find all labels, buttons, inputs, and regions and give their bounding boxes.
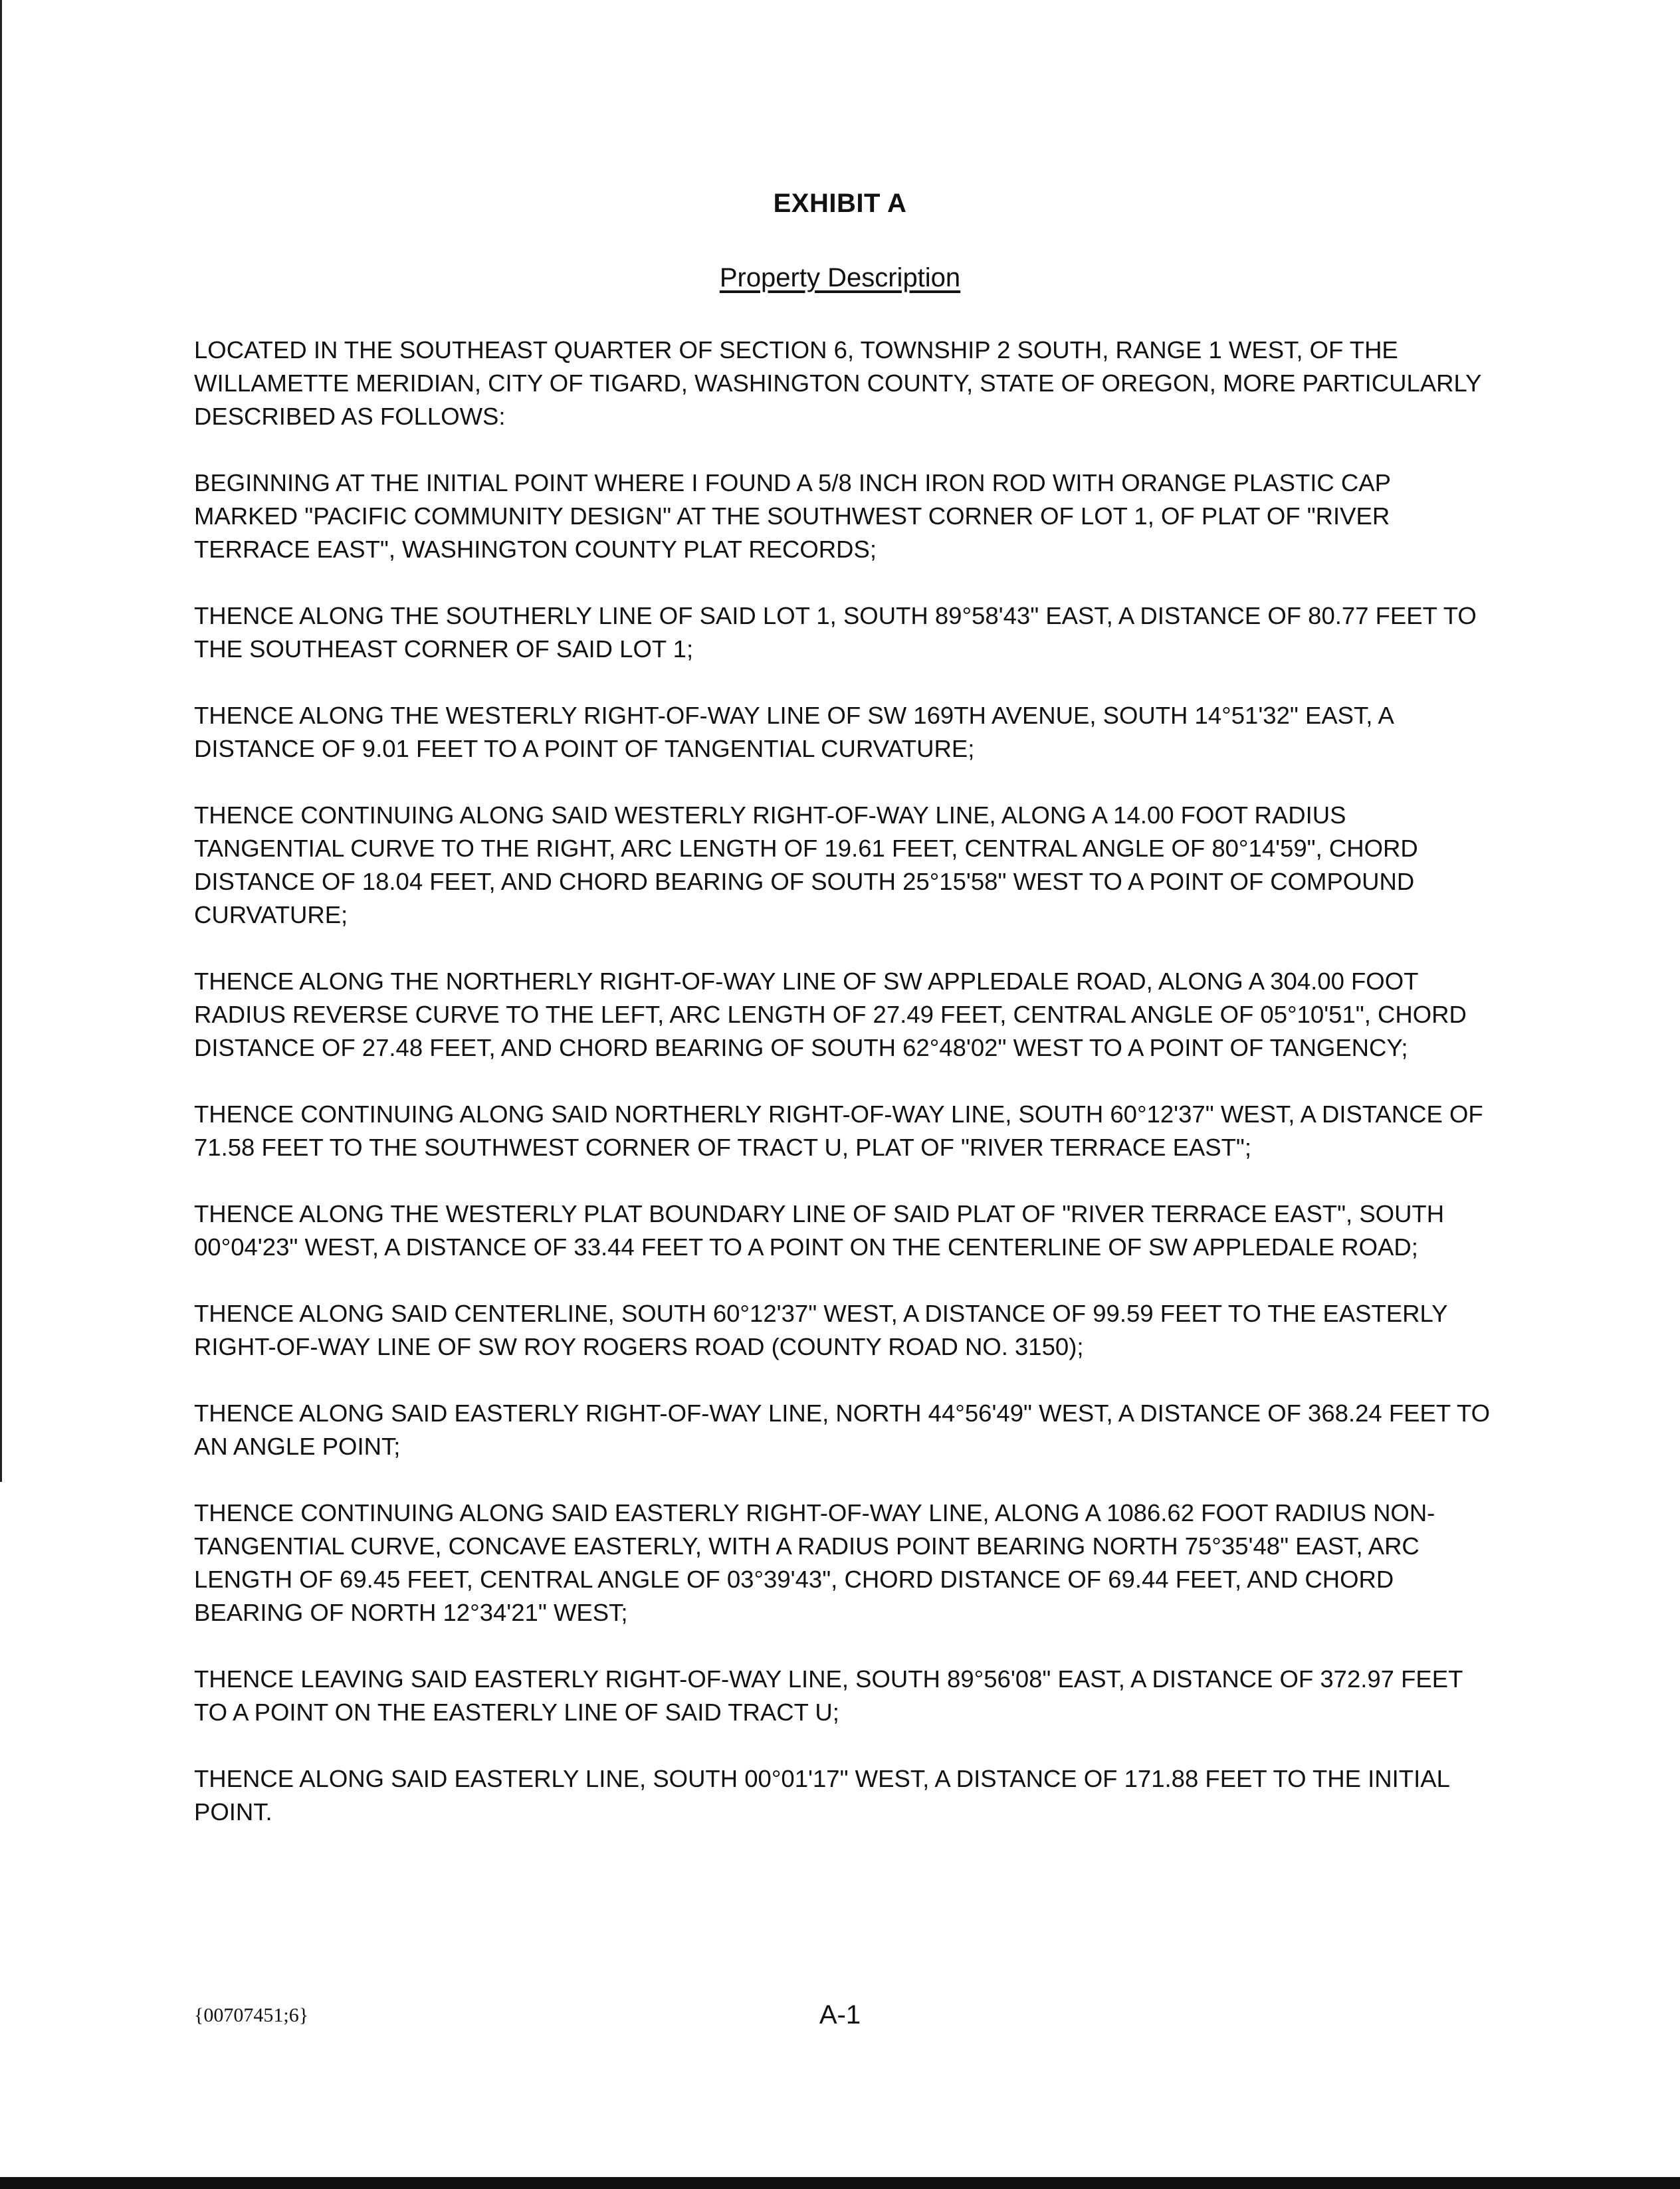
- paragraph-course: THENCE CONTINUING ALONG SAID NORTHERLY RIGHT-OF-WAY LINE, SOUTH 60°12'37" WEST, A DISTANCE OF 71.58 FEET TO THE SOUTHWEST CORNER OF TRACT U, PLAT OF "RIVER TERRACE EAST";: [194, 1100, 1483, 1161]
- scan-bottom-edge: [0, 2177, 1680, 2189]
- page-number: A-1: [819, 2000, 861, 2030]
- property-description-body: [194, 334, 1497, 1862]
- paragraph-location: LOCATED IN THE SOUTHEAST QUARTER OF SECTION 6, TOWNSHIP 2 SOUTH, RANGE 1 WEST, OF THE WILLAMETTE MERIDIAN, CITY OF TIGARD, WASHINGTON COUNTY, STATE OF OREGON, MORE PARTICULARLY DESCRIBED AS FOLLOWS:: [194, 336, 1481, 430]
- scan-edge-line: [0, 0, 2, 1482]
- exhibit-subtitle: Property Description: [719, 263, 961, 292]
- paragraph-closing: THENCE ALONG SAID EASTERLY LINE, SOUTH 00°01'17" WEST, A DISTANCE OF 171.88 FEET TO THE INITIAL POINT.: [194, 1765, 1449, 1825]
- paragraph-course: THENCE ALONG THE SOUTHERLY LINE OF SAID LOT 1, SOUTH 89°58'43" EAST, A DISTANCE OF 80.77 FEET TO THE SOUTHEAST CORNER OF SAID LOT 1;: [194, 602, 1477, 663]
- paragraph-course: THENCE CONTINUING ALONG SAID WESTERLY RIGHT-OF-WAY LINE, ALONG A 14.00 FOOT RADIUS TANGENTIAL CURVE TO THE RIGHT, ARC LENGTH OF 19.61 FEET, CENTRAL ANGLE OF 80°14'59", CHORD DISTANCE OF 18.04 FEET, AND CHORD BEARING OF SOUTH 25°15'58" WEST TO A POINT OF COMPOUND CURVATURE;: [194, 801, 1418, 928]
- exhibit-title: EXHIBIT A: [773, 189, 907, 218]
- paragraph-course: THENCE ALONG THE NORTHERLY RIGHT-OF-WAY LINE OF SW APPLEDALE ROAD, ALONG A 304.00 FOOT RADIUS REVERSE CURVE TO THE LEFT, ARC LENGTH OF 27.49 FEET, CENTRAL ANGLE OF 05°10'51", CHORD DISTANCE OF 27.48 FEET, AND CHORD BEARING OF SOUTH 62°48'02" WEST TO A POINT OF TANGENCY;: [194, 968, 1467, 1061]
- paragraph-course: THENCE LEAVING SAID EASTERLY RIGHT-OF-WAY LINE, SOUTH 89°56'08" EAST, A DISTANCE OF 372.97 FEET TO A POINT ON THE EASTERLY LINE OF SAID TRACT U;: [194, 1665, 1463, 1726]
- paragraph-course: THENCE ALONG THE WESTERLY PLAT BOUNDARY LINE OF SAID PLAT OF "RIVER TERRACE EAST", SOUTH 00°04'23" WEST, A DISTANCE OF 33.44 FEET TO A POINT ON THE CENTERLINE OF SW APPLEDALE ROAD;: [194, 1200, 1445, 1261]
- paragraph-course: THENCE CONTINUING ALONG SAID EASTERLY RIGHT-OF-WAY LINE, ALONG A 1086.62 FOOT RADIUS NON-TANGENTIAL CURVE, CONCAVE EASTERLY, WITH A RADIUS POINT BEARING NORTH 75°35'48" EAST, ARC LENGTH OF 69.45 FEET, CENTRAL ANGLE OF 03°39'43", CHORD DISTANCE OF 69.44 FEET, AND CHORD BEARING OF NORTH 12°34'21" WEST;: [194, 1499, 1435, 1626]
- paragraph-course: THENCE ALONG SAID EASTERLY RIGHT-OF-WAY LINE, NORTH 44°56'49" WEST, A DISTANCE OF 368.24 FEET TO AN ANGLE POINT;: [194, 1400, 1490, 1460]
- paragraph-course: THENCE ALONG THE WESTERLY RIGHT-OF-WAY LINE OF SW 169TH AVENUE, SOUTH 14°51'32" EAST, A DISTANCE OF 9.01 FEET TO A POINT OF TANGENTIAL CURVATURE;: [194, 702, 1393, 762]
- document-reference-number: {00707451;6}: [194, 2004, 309, 2026]
- paragraph-beginning: BEGINNING AT THE INITIAL POINT WHERE I FOUND A 5/8 INCH IRON ROD WITH ORANGE PLASTIC CAP MARKED "PACIFIC COMMUNITY DESIGN" AT THE SOUTHWEST CORNER OF LOT 1, OF PLAT OF "RIVER TERRACE EAST", WASHINGTON COUNTY PLAT RECORDS;: [194, 469, 1391, 563]
- paragraph-course: THENCE ALONG SAID CENTERLINE, SOUTH 60°12'37" WEST, A DISTANCE OF 99.59 FEET TO THE EASTERLY RIGHT-OF-WAY LINE OF SW ROY ROGERS ROAD (COUNTY ROAD NO. 3150);: [194, 1300, 1447, 1360]
